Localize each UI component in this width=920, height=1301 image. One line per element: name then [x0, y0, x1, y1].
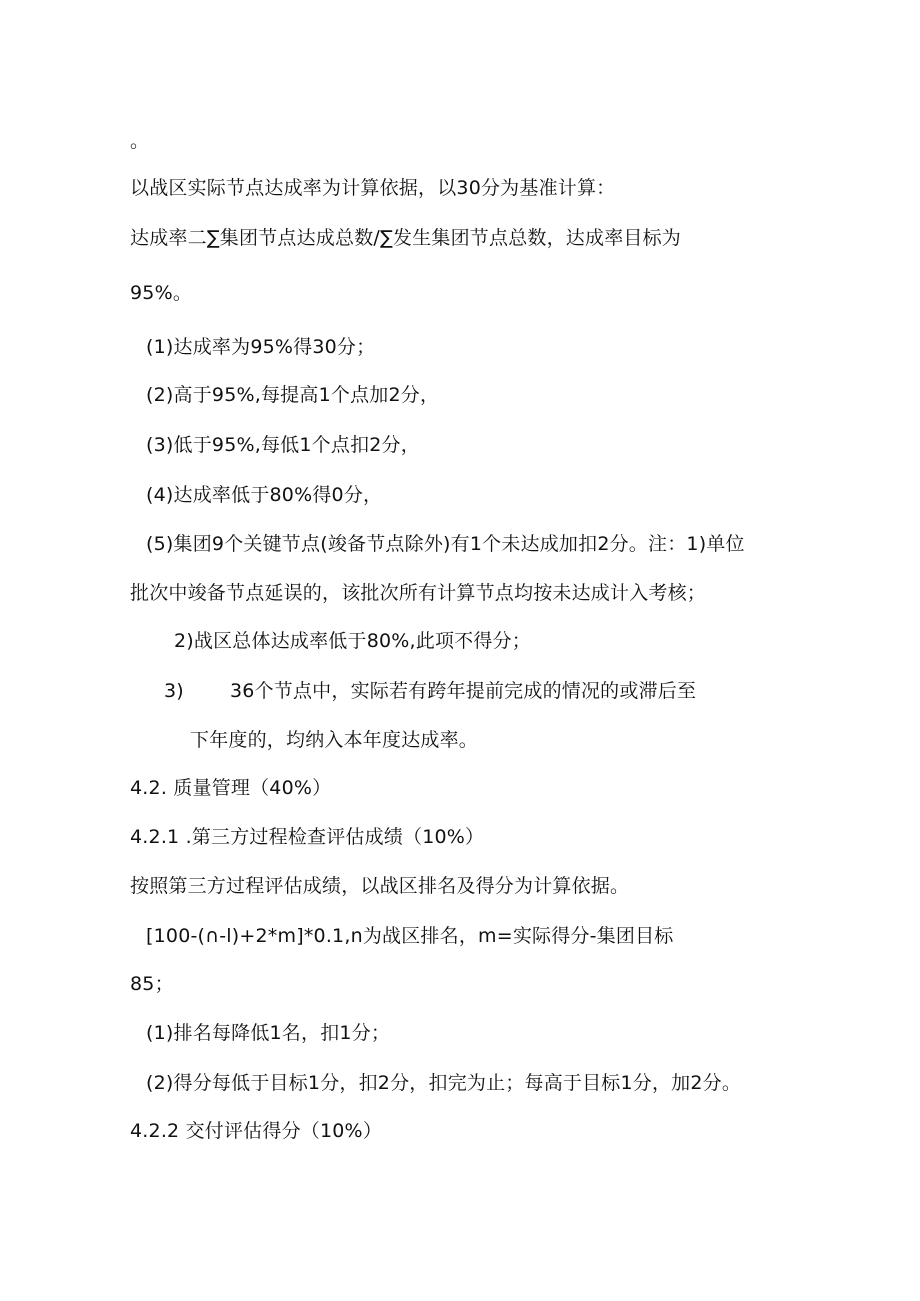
section-heading-4-2: 4.2. 质量管理（40%） — [130, 777, 332, 799]
rule-item-1: (1)达成率为95%得30分； — [146, 336, 376, 358]
formula-target: 95%。 — [130, 282, 193, 304]
note-3-text: 36个节点中，实际若有跨年提前完成的情况的或滞后至 — [230, 680, 697, 702]
note-3-continued: 下年度的，均纳入本年度达成率。 — [190, 729, 479, 751]
rule-item-5-continued: 批次中竣备节点延误的，该批次所有计算节点均按未达成计入考核； — [130, 582, 707, 604]
stray-period: 。 — [130, 130, 150, 152]
rule-item-2: (2)高于95%,每提高1个点加2分， — [146, 384, 440, 406]
section-heading-4-2-2: 4.2.2 交付评估得分（10%） — [130, 1120, 383, 1142]
rule-item-4: (4)达成率低于80%得0分， — [146, 484, 383, 506]
ranking-rule-1: (1)排名每降低1名，扣1分； — [146, 1022, 391, 1044]
formula-line: 达成率二∑集团节点达成总数∕∑发生集团节点总数，达成率目标为 — [130, 227, 682, 249]
ranking-rule-2: (2)得分每低于目标1分，扣2分，扣完为止；每高于目标1分，加2分。 — [146, 1072, 742, 1094]
note-3-label: 3) — [164, 680, 184, 702]
formula-ranking: [100-(∩-l)+2*m]*0.1,n为战区排名，m=实际得分-集团目标 — [146, 925, 674, 947]
rule-item-5: (5)集团9个关键节点(竣备节点除外)有1个未达成加扣2分。注：1)单位 — [146, 533, 745, 555]
rule-item-3: (3)低于95%,每低1个点扣2分， — [146, 434, 420, 456]
formula-ranking-continued: 85； — [130, 973, 174, 995]
note-2: 2)战区总体达成率低于80%,此项不得分； — [174, 630, 531, 652]
section-heading-4-2-1: 4.2.1 .第三方过程检查评估成绩（10%） — [130, 826, 485, 848]
paragraph-basis: 以战区实际节点达成率为计算依据，以30分为基准计算： — [130, 177, 616, 199]
paragraph-third-party: 按照第三方过程评估成绩，以战区排名及得分为计算依据。 — [130, 875, 630, 897]
